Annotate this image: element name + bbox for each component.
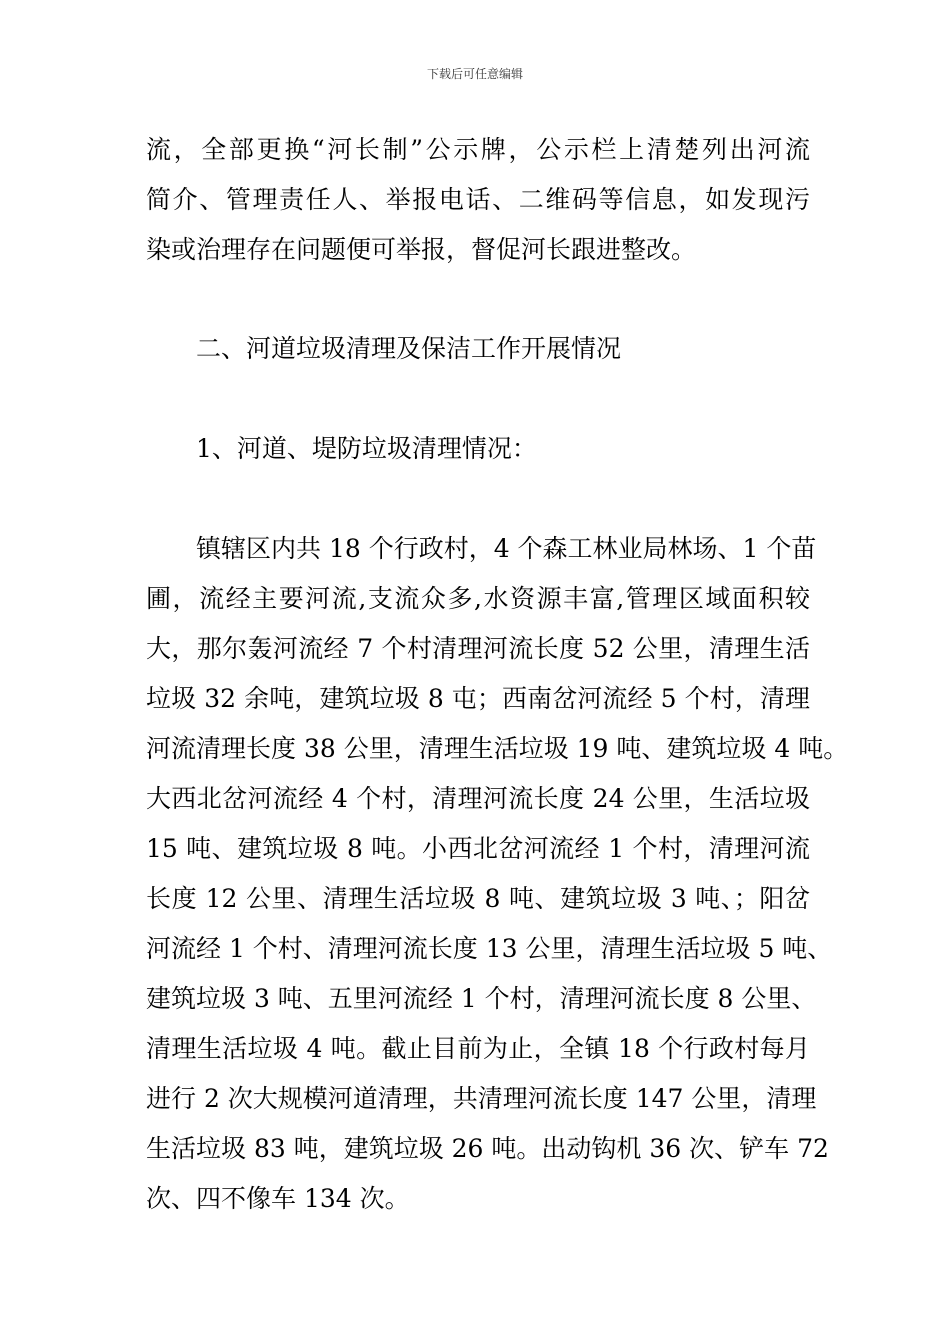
text-line: 简介、管理责任人、举报电话、二维码等信息，如发现污 <box>146 185 810 214</box>
text-line: 长度 12 公里、清理生活垃圾 8 吨、建筑垃圾 3 吨、；阳岔 <box>146 884 810 913</box>
paragraph-river-signage <box>146 125 810 275</box>
text-line: 流，全部更换“河长制”公示牌，公示栏上清楚列出河流 <box>146 135 810 164</box>
text-line: 圃，流经主要河流,支流众多,水资源丰富,管理区域面积较 <box>146 584 810 613</box>
text-line: 次、四不像车 134 次。 <box>146 1184 410 1213</box>
text-line: 建筑垃圾 3 吨、五里河流经 1 个村，清理河流长度 8 公里、 <box>146 984 817 1013</box>
section-heading <box>146 324 810 374</box>
text-line: 镇辖区内共 18 个行政村，4 个森工林业局林场、1 个苗 <box>146 534 817 563</box>
text-line: 河流经 1 个村、清理河流长度 13 公里，清理生活垃圾 5 吨、 <box>146 934 833 963</box>
text-line: 大西北岔河流经 4 个村，清理河流长度 24 公里，生活垃圾 <box>146 784 810 813</box>
text-line: 垃圾 32 余吨，建筑垃圾 8 屯；西南岔河流经 5 个村，清理 <box>146 684 810 713</box>
heading-line: 1、河道、堤防垃圾清理情况： <box>146 434 537 463</box>
text-line: 15 吨、建筑垃圾 8 吨。小西北岔河流经 1 个村，清理河流 <box>146 834 810 863</box>
text-line: 河流清理长度 38 公里，清理生活垃圾 19 吨、建筑垃圾 4 吨。 <box>146 734 849 763</box>
text-line: 染或治理存在问题便可举报，督促河长跟进整改。 <box>146 235 697 264</box>
subsection-heading <box>146 424 810 474</box>
page-header-note: 下载后可任意编辑 <box>426 67 523 81</box>
text-line: 生活垃圾 83 吨，建筑垃圾 26 吨。出动钩机 36 次、铲车 72 <box>146 1134 829 1163</box>
paragraph-garbage-cleanup <box>146 524 849 1224</box>
text-line: 清理生活垃圾 4 吨。截止目前为止，全镇 18 个行政村每月 <box>146 1034 810 1063</box>
text-line: 大，那尔轰河流经 7 个村清理河流长度 52 公里，清理生活 <box>146 634 810 663</box>
text-line: 进行 2 次大规模河道清理，共清理河流长度 147 公里，清理 <box>146 1084 817 1113</box>
heading-line: 二、河道垃圾清理及保洁工作开展情况 <box>146 334 622 363</box>
